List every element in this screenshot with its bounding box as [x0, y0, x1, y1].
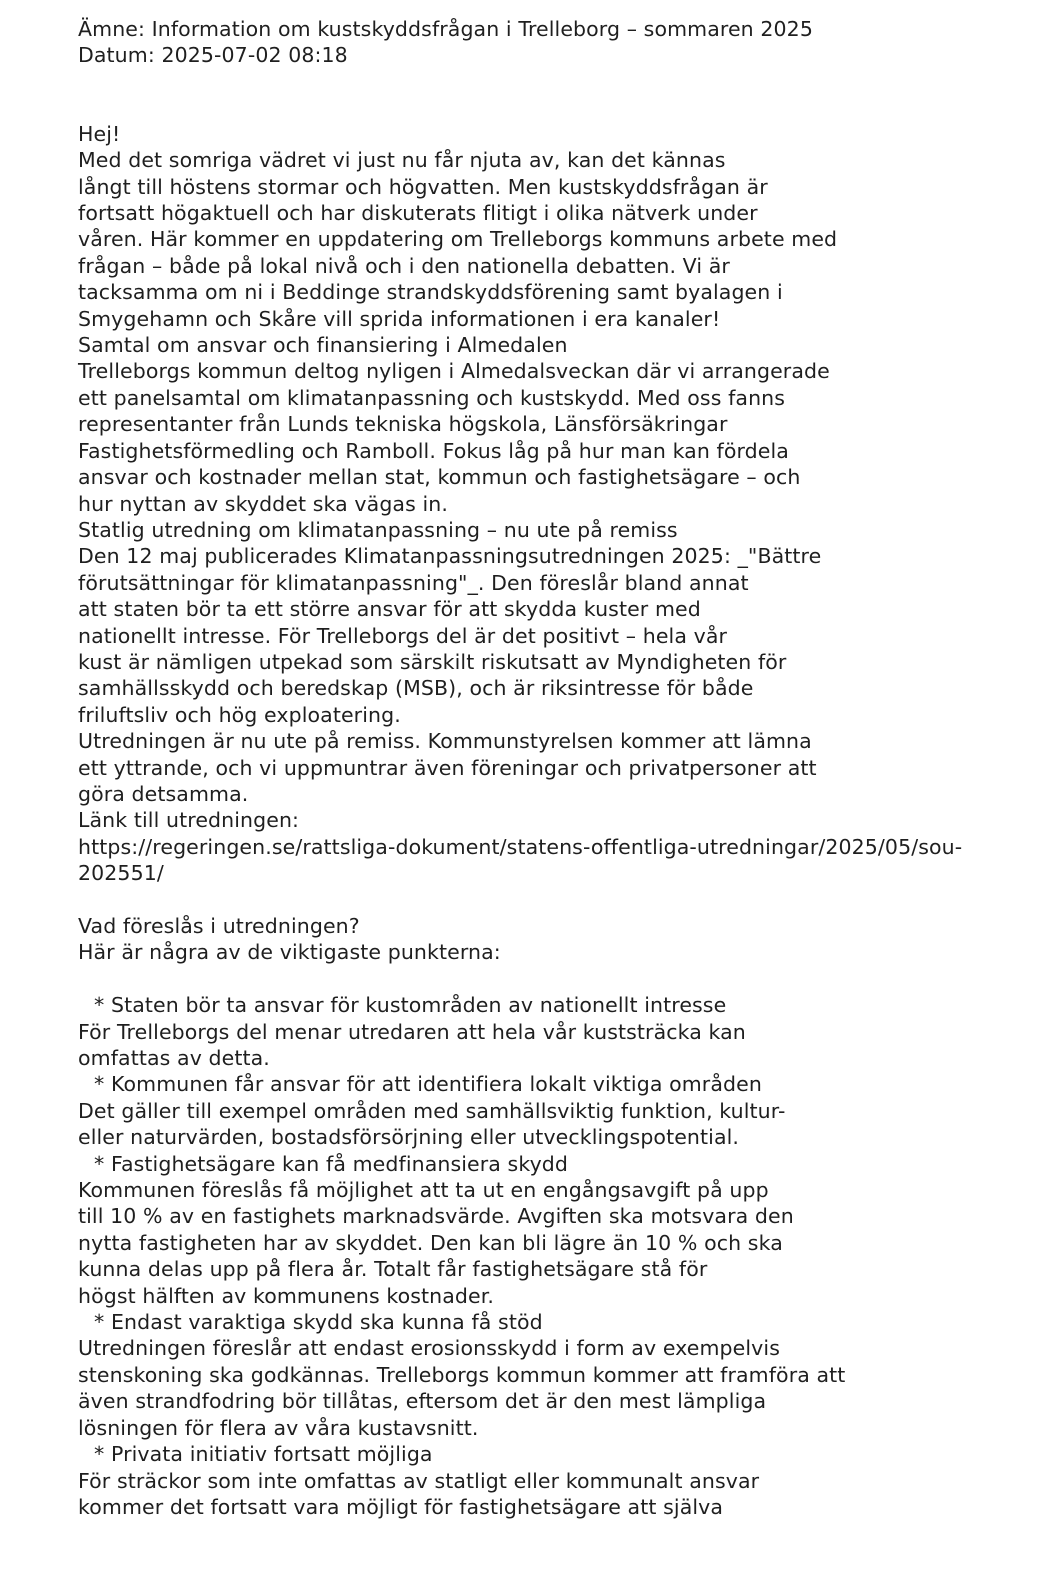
list-item — [78, 992, 1028, 1071]
utredning-link-url[interactable]: https://regeringen.se/rattsliga-dokument/statens-offentliga-utredningar/2025/05/sou- — [78, 834, 963, 859]
point-title: * Fastighetsägare kan få medfinansiera skydd — [94, 1151, 569, 1176]
body-line: Utredningen föreslår att endast erosionsskydd i form av exempelvis — [78, 1336, 780, 1361]
body-line: Smygehamn och Skåre vill sprida informationen i era kanaler! — [78, 306, 721, 331]
body-line: våren. Här kommer en uppdatering om Trelleborgs kommuns arbete med — [78, 227, 838, 252]
body-line: förutsättningar för klimatanpassning"_. Den föreslår bland annat — [78, 570, 749, 595]
section-heading: Samtal om ansvar och finansiering i Almedalen — [78, 333, 568, 358]
body-line: lösningen för flera av våra kustavsnitt. — [78, 1415, 479, 1440]
section-heading: Statlig utredning om klimatanpassning – nu ute på remiss — [78, 517, 678, 542]
body-line: till 10 % av en fastighets marknadsvärde. Avgiften ska motsvara den — [78, 1204, 794, 1229]
email-header — [78, 16, 1028, 69]
intro-paragraph — [78, 121, 1028, 332]
body-line: att staten bör ta ett större ansvar för att skydda kuster med — [78, 597, 701, 622]
section-heading: Vad föreslås i utredningen? — [78, 913, 360, 938]
utredning-section — [78, 517, 1028, 887]
body-line: Här är några av de viktigaste punkterna: — [78, 940, 501, 965]
utredning-link-url-cont[interactable]: 202551/ — [78, 861, 164, 886]
subject-line: Ämne: Information om kustskyddsfrågan i Trelleborg – sommaren 2025 — [78, 17, 813, 41]
forslag-section — [78, 913, 1028, 1520]
email-body — [78, 121, 1028, 1521]
body-line: Kommunen föreslås få möjlighet att ta ut en engångsavgift på upp — [78, 1178, 769, 1203]
point-title: * Endast varaktiga skydd ska kunna få stöd — [94, 1310, 543, 1335]
body-line: göra detsamma. — [78, 781, 249, 806]
body-line: Den 12 maj publicerades Klimatanpassningsutredningen 2025: _"Bättre — [78, 544, 822, 569]
body-line: omfattas av detta. — [78, 1046, 270, 1070]
body-line: Med det somriga vädret vi just nu får njuta av, kan det kännas — [78, 148, 726, 173]
date-line: Datum: 2025-07-02 08:18 — [78, 43, 348, 68]
almedalen-section — [78, 332, 1028, 517]
body-line: För Trelleborgs del menar utredaren att hela vår kuststräcka kan — [78, 1019, 746, 1044]
body-line: högst hälften av kommunens kostnader. — [78, 1283, 495, 1308]
body-line: ett yttrande, och vi uppmuntrar även föreningar och privatpersoner att — [78, 755, 817, 780]
link-label: Länk till utredningen: — [78, 808, 300, 833]
body-line: representanter från Lunds tekniska högskola, Länsförsäkringar — [78, 412, 728, 437]
point-title: * Staten bör ta ansvar för kustområden av nationellt intresse — [94, 993, 727, 1018]
list-item — [78, 1151, 1028, 1309]
list-item — [78, 1071, 1028, 1150]
body-line: nytta fastigheten har av skyddet. Den kan bli lägre än 10 % och ska — [78, 1230, 783, 1255]
body-line: Det gäller till exempel områden med samhällsviktig funktion, kultur- — [78, 1098, 786, 1123]
body-line: För sträckor som inte omfattas av statligt eller kommunalt ansvar — [78, 1468, 760, 1493]
body-line: nationellt intresse. För Trelleborgs del är det positivt – hela vår — [78, 623, 728, 648]
list-item — [78, 1441, 1028, 1520]
email-message — [78, 16, 1028, 1520]
body-line: Utredningen är nu ute på remiss. Kommunstyrelsen kommer att lämna — [78, 729, 812, 754]
body-line: frågan – både på lokal nivå och i den nationella debatten. Vi är — [78, 253, 730, 278]
body-line: eller naturvärden, bostadsförsörjning eller utvecklingspotential. — [78, 1125, 740, 1150]
point-title: * Privata initiativ fortsatt möjliga — [94, 1442, 433, 1467]
point-title: * Kommunen får ansvar för att identifiera lokalt viktiga områden — [94, 1072, 762, 1097]
list-item — [78, 1309, 1028, 1441]
body-line: Fastighetsförmedling och Ramboll. Fokus låg på hur man kan fördela — [78, 438, 789, 463]
body-line: tacksamma om ni i Beddinge strandskyddsförening samt byalagen i — [78, 280, 783, 305]
point-list — [78, 992, 1028, 1520]
body-line: kommer det fortsatt vara möjligt för fastighetsägare att själva — [78, 1494, 724, 1519]
body-line: hur nyttan av skyddet ska vägas in. — [78, 491, 448, 516]
body-line: ansvar och kostnader mellan stat, kommun och fastighetsägare – och — [78, 465, 801, 490]
body-line: kunna delas upp på flera år. Totalt får fastighetsägare stå för — [78, 1257, 708, 1282]
body-line: kust är nämligen utpekad som särskilt riskutsatt av Myndigheten för — [78, 649, 787, 674]
body-line: långt till höstens stormar och högvatten. Men kustskyddsfrågan är — [78, 174, 768, 199]
body-line: stenskoning ska godkännas. Trelleborgs kommun kommer att framföra att — [78, 1362, 846, 1387]
body-line: Trelleborgs kommun deltog nyligen i Almedalsveckan där vi arrangerade — [78, 359, 830, 384]
body-line: även strandfodring bör tillåtas, eftersom det är den mest lämpliga — [78, 1389, 767, 1414]
body-line: samhällsskydd och beredskap (MSB), och är riksintresse för både — [78, 676, 754, 701]
body-line: friluftsliv och hög exploatering. — [78, 702, 401, 727]
body-line: ett panelsamtal om klimatanpassning och kustskydd. Med oss fanns — [78, 385, 786, 410]
greeting: Hej! — [78, 121, 121, 146]
body-line: fortsatt högaktuell och har diskuterats flitigt i olika nätverk under — [78, 201, 758, 226]
